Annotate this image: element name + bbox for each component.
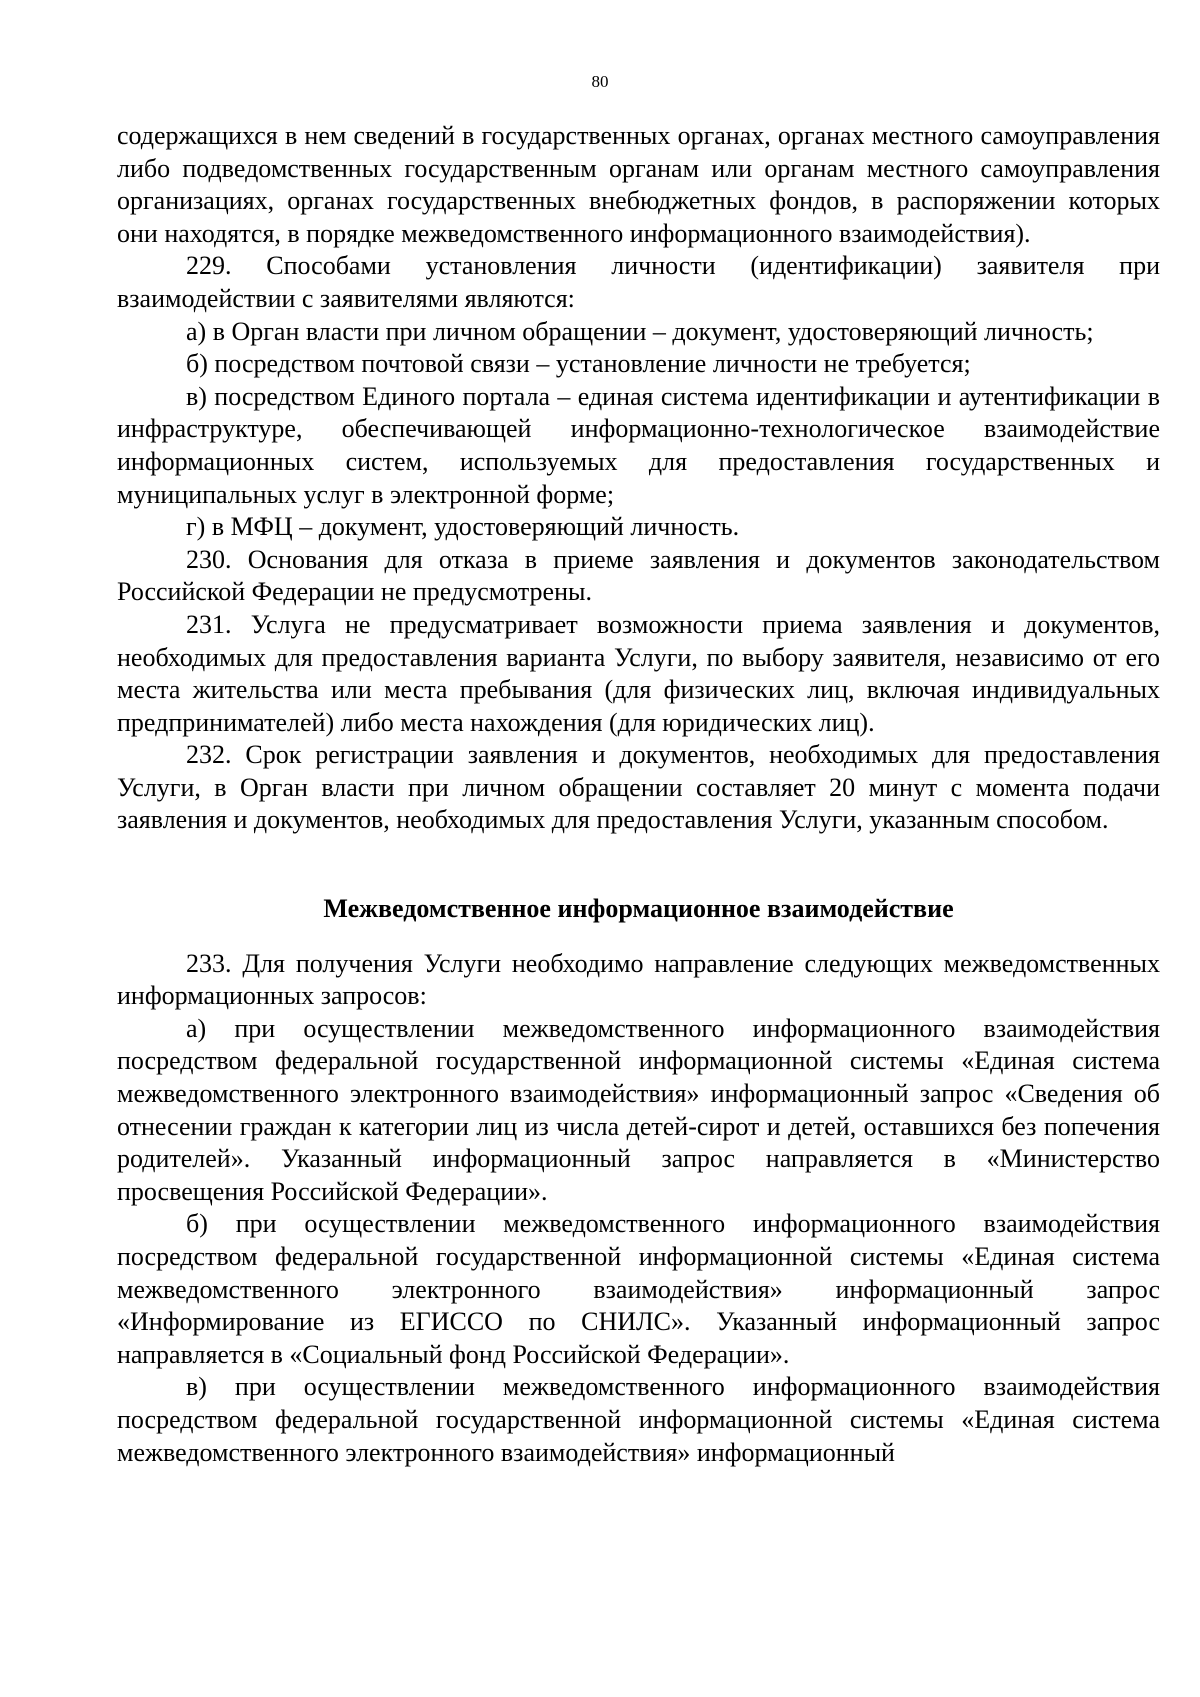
- paragraph-continuation: содержащихся в нем сведений в государственных органах, органах местного самоуправления либо подведомственных государственным органам или органам местного самоуправления организациях, органах государственных внебюджетных фондов, в распоряжении которых они находятся, в порядке межведомственного информационного взаимодействия).: [117, 121, 1160, 248]
- paragraph-231: 231. Услуга не предусматривает возможности приема заявления и документов, необходимых для предоставления варианта Услуги, по выбору заявителя, независимо от его места жительства или места пребывания (для физических лиц, включая индивидуальных предпринимателей) либо места нахождения (для юридических лиц).: [117, 609, 1160, 737]
- paragraph-229-g: г) в МФЦ – документ, удостоверяющий личность.: [186, 512, 740, 542]
- paragraph-229-a: а) в Орган власти при личном обращении – документ, удостоверяющий личность;: [186, 316, 1094, 346]
- paragraph-232: 232. Срок регистрации заявления и документов, необходимых для предоставления Услуги, в Орган власти при личном обращении составляет 20 минут с момента подачи заявления и документов, необходимых для предоставления Услуги, указанным способом.: [117, 740, 1160, 835]
- paragraph-233-a: а) при осуществлении межведомственного информационного взаимодействия посредством федеральной государственной информационной системы «Единая система межведомственного электронного взаимодействия» информационный запрос «Сведения об отнесении граждан к категории лиц из числа детей-сирот и детей, оставшихся без попечения родителей». Указанный информационный запрос направляется в «Министерство просвещения Российской Федерации».: [117, 1013, 1160, 1206]
- paragraph-233-v: в) при осуществлении межведомственного информационного взаимодействия посредством федеральной государственной информационной системы «Единая система межведомственного электронного взаимодействия» информационный: [117, 1372, 1160, 1467]
- paragraph-229-b: б) посредством почтовой связи – установление личности не требуется;: [186, 349, 971, 379]
- page-number: 80: [591, 72, 609, 91]
- section-heading: Межведомственное информационное взаимодействие: [323, 894, 954, 924]
- paragraph-229: 229. Способами установления личности (идентификации) заявителя при взаимодействии с заявителями являются:: [117, 251, 1160, 313]
- paragraph-230: 230. Основания для отказа в приеме заявления и документов законодательством Российской Федерации не предусмотрены.: [117, 544, 1160, 607]
- paragraph-229-v: в) посредством Единого портала – единая система идентификации и аутентификации в инфраструктуре, обеспечивающей информационно-технологическое взаимодействие информационных систем, используемых для предоставления государственных и муниципальных услуг в электронной форме;: [117, 381, 1160, 509]
- paragraph-233: 233. Для получения Услуги необходимо направление следующих межведомственных информационных запросов:: [117, 948, 1160, 1011]
- paragraph-233-b: б) при осуществлении межведомственного информационного взаимодействия посредством федеральной государственной информационной системы «Единая система межведомственного электронного взаимодействия» информационный запрос «Информирование из ЕГИССО по СНИЛС». Указанный информационный запрос направляется в «Социальный фонд Российской Федерации».: [117, 1209, 1160, 1369]
- document-body: [117, 120, 1160, 1469]
